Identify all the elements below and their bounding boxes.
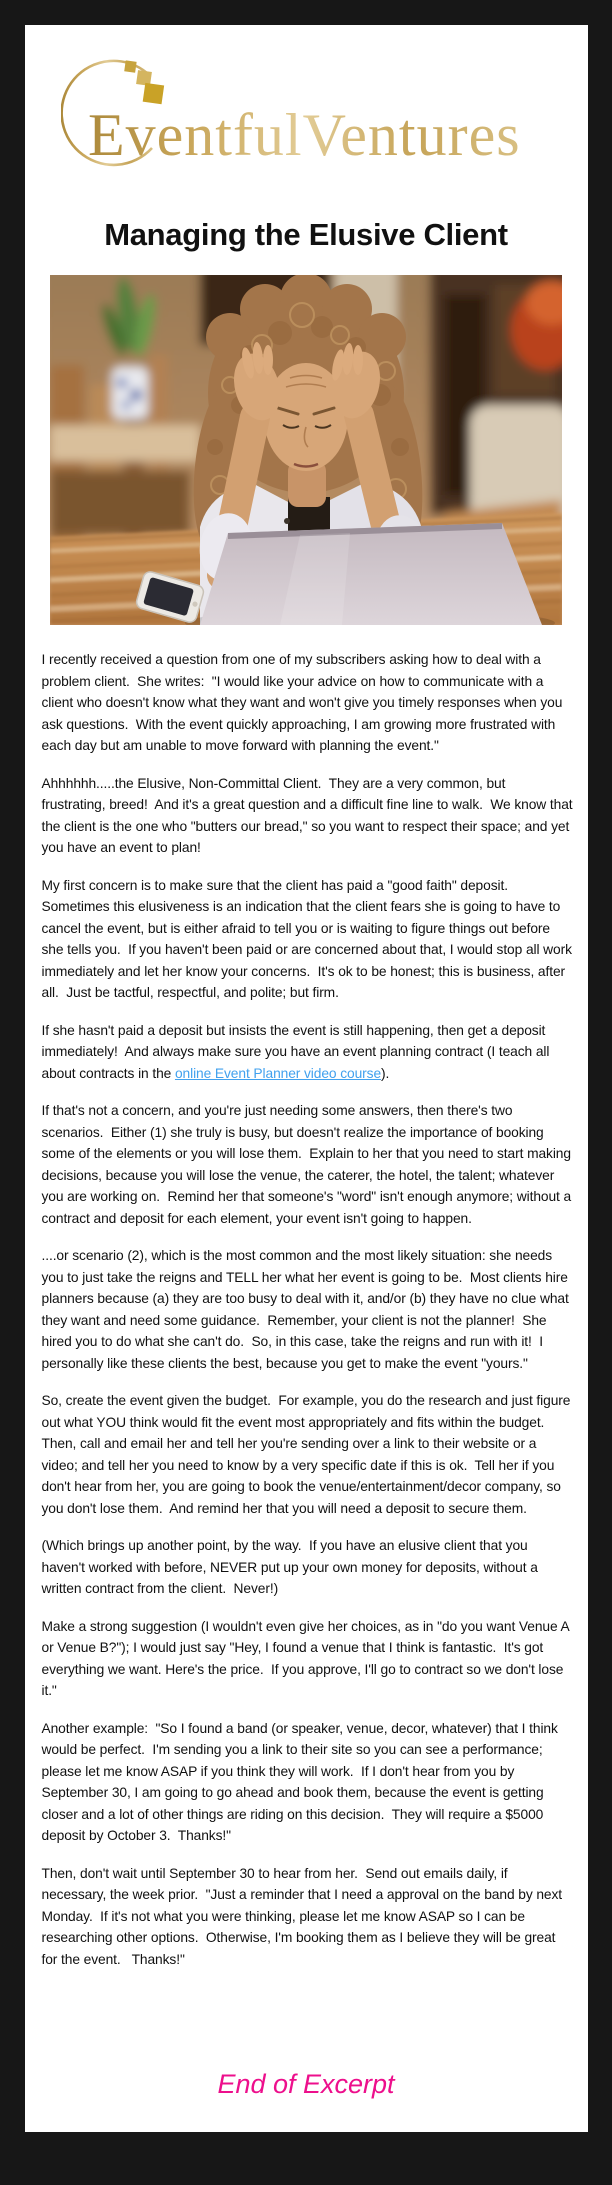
body-paragraph: Ahhhhhh.....the Elusive, Non-Committal Client. They are a very common, but frustrating, breed! And it's a great question and a difficult fine line to walk. We know that the client is the one who "butters our bread," so you want to respect their space; and yet you have an event to plan! (41, 775, 577, 855)
body-paragraph: ....or scenario (2), which is the most common and the most likely situation: she needs you to just take the reigns and TELL her what her event is going to be. Most clients hire planners because (a) they are too busy to deal with it, and/or (b) they have no clue what they want and need some guidance. Remember, your client is not the planner! She hired you to do what she can't do. So, in this case, take the reigns and run with it! I personally like these clients the best, because you get to make the event "yours." (41, 1248, 573, 1371)
hero-image (50, 275, 562, 625)
body-paragraph: Make a strong suggestion (I wouldn't even give her choices, as in "do you want Venue A or Venue B?"); I would just say "Hey, I found a venue that I think is fantastic. It's got everything we want. Here's the price. If you approve, I'll go to contract so we don't lose it." (41, 1618, 573, 1698)
body-paragraph: (Which brings up another point, by the way. If you have an elusive client that you haven't worked with before, NEVER put up your own money for deposits, without a written contract from the client. Never!) (41, 1538, 542, 1596)
brand-logo (61, 51, 551, 191)
body-paragraph: My first concern is to make sure that the client has paid a "good faith" deposit. Sometimes this elusiveness is an indication that the client fears she is going to have to cancel the event, but is either afraid to tell you or is waiting to figure things out before she tells you. If you haven't been paid or are concerned about that, I would stop all work immediately and let her know your concerns. It's ok to be honest; this is business, after all. Just be tactful, respectful, and polite; but firm. (41, 877, 576, 1000)
logo-squares-icon (124, 60, 164, 104)
body-paragraph: So, create the event given the budget. For example, you do the research and just figure out what YOU think would fit the event most appropriately and fits within the budget. Then, call and email her and tell her you're sending over a link to their website or a video; and tell her you need to know by a very specific date if this is ok. Tell her if you don't hear from her, you are going to book the venue/entertainment/decor company, so you don't lose them. And remind her that you will need a deposit to secure them. (41, 1393, 575, 1516)
laptop (185, 523, 555, 625)
body-paragraph (42, 1020, 573, 1085)
email-body (25, 25, 588, 2132)
body-paragraph: Another example: "So I found a band (or speaker, venue, decor, whatever) that I think would be perfect. I'm sending you a link to their site so you can see a performance; please let me know ASAP if you think they will work. If I don't hear from you by September 30, I am going to go ahead and book them, because the event is getting closer and a lot of other things are riding on this decision. They will require a $5000 deposit by October 3. Thanks!" (41, 1720, 562, 1843)
video-course-link[interactable]: online Event Planner video course (174, 1065, 382, 1081)
brand-logo-text: EventfulVentures (88, 102, 521, 168)
content-area (25, 625, 588, 1970)
page-title: Managing the Elusive Client (104, 217, 508, 252)
paragraph-text: If she hasn't paid a deposit but insists the event is still happening, then get a deposit immediately! And always make sure you have an event planning contract (I teach all about contracts in the (41, 1022, 554, 1081)
body-paragraph: Then, don't wait until September 30 to hear from her. Send out emails daily, if necessary, the week prior. "Just a reminder that I need a approval on the band by next Monday. If it's not what you were thinking, please let me know ASAP so I can be researching other options. Otherwise, I'm booking them as I believe they will be great for the event. Thanks!" (41, 1865, 566, 1967)
body-paragraph: I recently received a question from one of my subscribers asking how to deal with a problem client. She writes: "I would like your advice on how to communicate with a client who doesn't know what they want and won't give you timely responses when you ask questions. With the event quickly approaching, I am growing more frustrated with each day but am unable to move forward with planning the event." (41, 652, 567, 753)
end-of-excerpt-label: End of Excerpt (217, 2069, 395, 2099)
paragraph-text: ). (381, 1065, 390, 1081)
body-paragraph: If that's not a concern, and you're just needing some answers, then there's two scenarios. Either (1) she truly is busy, but doesn't realize the importance of booking some of the elements or you will lose them. Explain to her that you need to start making decisions, because you will lose the venue, the caterer, the hotel, the talent; whatever you are working on. Remind her that someone's "word" isn't enough anymore; without a contract and deposit for each element, your event isn't going to happen. (41, 1103, 575, 1226)
